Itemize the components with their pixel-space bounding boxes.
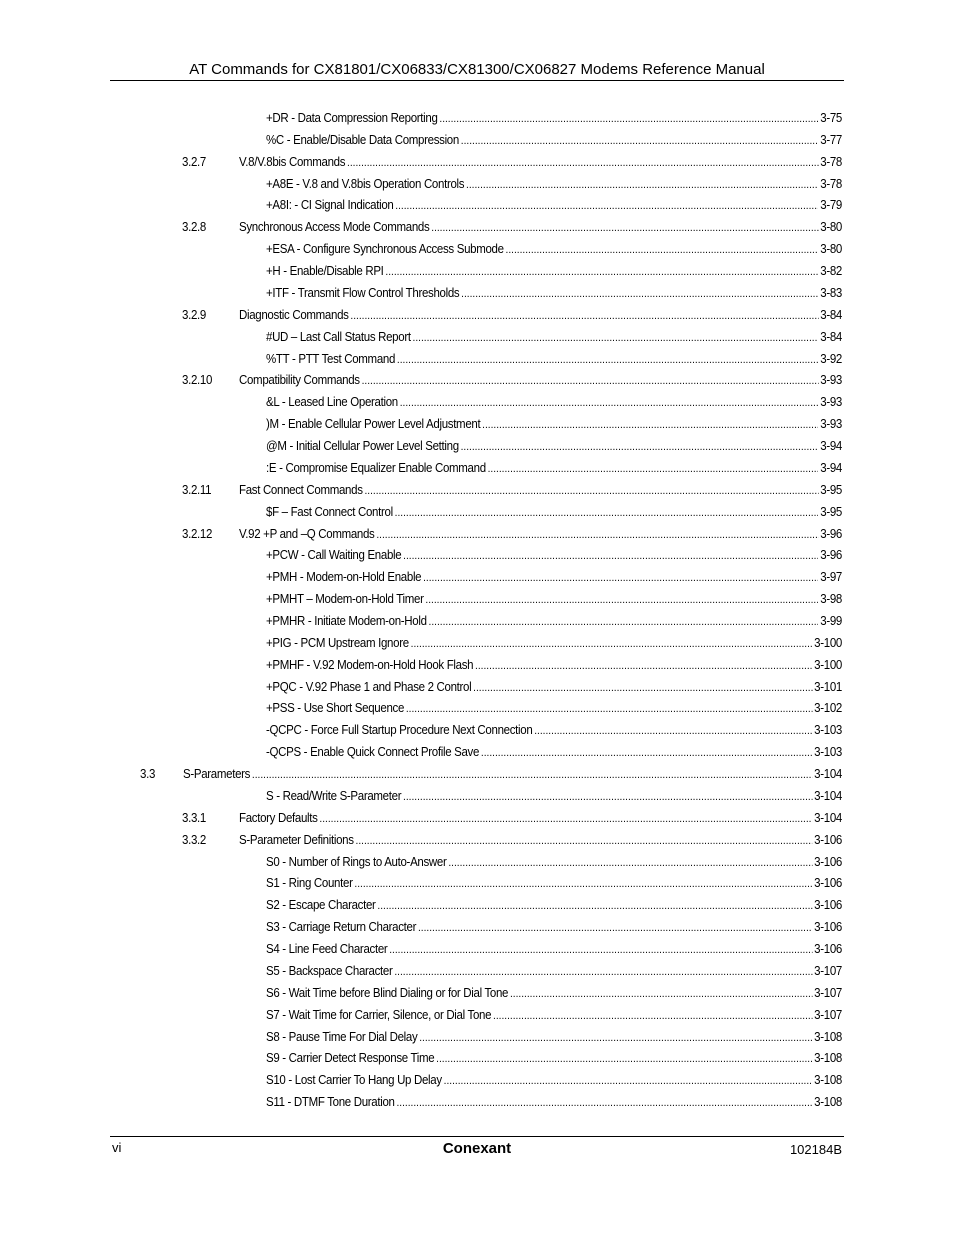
- toc-entry-page: 3-107: [814, 986, 842, 1000]
- dot-leader: [423, 572, 818, 584]
- dot-leader: [473, 682, 812, 694]
- dot-leader: [413, 332, 819, 344]
- toc-entry[interactable]: [266, 133, 842, 151]
- toc-entry-title: Fast Connect Commands: [239, 483, 363, 497]
- toc-entry-page: 3-78: [820, 177, 842, 191]
- toc-entry-page: 3-104: [814, 767, 842, 781]
- toc-entry[interactable]: [266, 658, 842, 676]
- dot-leader: [534, 725, 812, 737]
- toc-entry-page: 3-106: [814, 920, 842, 934]
- toc-entry-title: Synchronous Access Mode Commands: [239, 220, 430, 234]
- toc-entry-title: S3 - Carriage Return Character: [266, 920, 417, 934]
- dot-leader: [425, 594, 818, 606]
- toc-entry[interactable]: [266, 592, 842, 610]
- toc-entry-page: 3-106: [814, 833, 842, 847]
- toc-entry[interactable]: [266, 505, 842, 523]
- toc-entry-title: +ESA - Configure Synchronous Access Submode: [266, 242, 504, 256]
- dot-leader: [389, 944, 812, 956]
- toc-entry[interactable]: [266, 570, 842, 588]
- toc-entry-page: 3-93: [820, 417, 842, 431]
- toc-entry-title: S0 - Number of Rings to Auto-Answer: [266, 855, 447, 869]
- toc-entry[interactable]: [266, 461, 842, 479]
- toc-entry[interactable]: [266, 898, 842, 916]
- dot-leader: [461, 441, 819, 453]
- dot-leader: [436, 1053, 812, 1065]
- toc-entry-page: 3-93: [820, 373, 842, 387]
- dot-leader: [461, 135, 819, 147]
- toc-entry[interactable]: [266, 789, 842, 807]
- toc-entry-title: V.8/V.8bis Commands: [239, 155, 346, 169]
- dot-leader: [354, 878, 812, 890]
- toc-entry[interactable]: [182, 811, 842, 829]
- footer-company: Conexant: [442, 1140, 512, 1157]
- toc-entry-title: +PMHF - V.92 Modem-on-Hold Hook Flash: [266, 658, 474, 672]
- toc-entry-title: @M - Initial Cellular Power Level Setting: [266, 439, 459, 453]
- footer-rule: [110, 1136, 844, 1137]
- toc-entry-title: +ITF - Transmit Flow Control Thresholds: [266, 286, 460, 300]
- toc-entry[interactable]: [182, 220, 842, 238]
- dot-leader: [461, 288, 818, 300]
- toc-entry-title: #UD – Last Call Status Report: [266, 330, 411, 344]
- toc-entry-page: 3-103: [814, 745, 842, 759]
- toc-entry-title: Diagnostic Commands: [239, 308, 349, 322]
- toc-entry[interactable]: [266, 964, 842, 982]
- toc-entry-title: +PMHT – Modem-on-Hold Timer: [266, 592, 424, 606]
- toc-entry-page: 3-83: [820, 286, 842, 300]
- toc-entry-page: 3-95: [820, 483, 842, 497]
- dot-leader: [510, 988, 812, 1000]
- toc-entry-title: S4 - Line Feed Character: [266, 942, 388, 956]
- dot-leader: [429, 616, 819, 628]
- toc-entry-page: 3-100: [814, 636, 842, 650]
- toc-entry[interactable]: [266, 548, 842, 566]
- toc-entry-title: +DR - Data Compression Reporting: [266, 111, 438, 125]
- toc-entry-title: +H - Enable/Disable RPI: [266, 264, 384, 278]
- toc-entry-title: S-Parameter Definitions: [239, 833, 354, 847]
- toc-entry-title: S11 - DTMF Tone Duration: [266, 1095, 395, 1109]
- toc-entry[interactable]: [266, 876, 842, 894]
- toc-entry-page: 3-106: [814, 942, 842, 956]
- dot-leader: [252, 769, 812, 781]
- dot-leader: [419, 1032, 812, 1044]
- toc-entry-title: S - Read/Write S-Parameter: [266, 789, 402, 803]
- toc-entry-page: 3-107: [814, 964, 842, 978]
- toc-entry[interactable]: [182, 373, 842, 391]
- toc-entry-title: S2 - Escape Character: [266, 898, 376, 912]
- toc-entry-title: S5 - Backspace Character: [266, 964, 393, 978]
- dot-leader: [482, 419, 818, 431]
- dot-leader: [356, 835, 813, 847]
- toc-entry[interactable]: [266, 395, 842, 413]
- toc-entry[interactable]: [266, 242, 842, 260]
- toc-entry[interactable]: [266, 1030, 842, 1048]
- dot-leader: [411, 638, 813, 650]
- toc-entry-title: S-Parameters: [183, 767, 251, 781]
- toc-entry-page: 3-94: [820, 439, 842, 453]
- toc-entry-title: S10 - Lost Carrier To Hang Up Delay: [266, 1073, 442, 1087]
- toc-entry[interactable]: [182, 527, 842, 545]
- toc-entry[interactable]: [266, 680, 842, 698]
- dot-leader: [362, 375, 819, 387]
- toc-entry[interactable]: [266, 330, 842, 348]
- footer-doc-number: 102184B: [789, 1142, 842, 1157]
- toc-entry-title: Compatibility Commands: [239, 373, 360, 387]
- toc-entry-title: S1 - Ring Counter: [266, 876, 353, 890]
- toc-entry[interactable]: [266, 1073, 842, 1091]
- dot-leader: [418, 922, 812, 934]
- dot-leader: [444, 1075, 813, 1087]
- toc-entry[interactable]: [266, 352, 842, 370]
- toc-entry-title: S7 - Wait Time for Carrier, Silence, or Dial Tone: [266, 1008, 492, 1022]
- toc-entry-page: 3-101: [814, 680, 842, 694]
- toc-entry[interactable]: [266, 111, 842, 129]
- toc-entry-title: $F – Fast Connect Control: [266, 505, 393, 519]
- dot-leader: [403, 550, 818, 562]
- toc-entry-page: 3-100: [814, 658, 842, 672]
- toc-entry-page: 3-82: [820, 264, 842, 278]
- toc-entry[interactable]: [266, 1051, 842, 1069]
- dot-leader: [319, 813, 812, 825]
- toc-entry-page: 3-94: [820, 461, 842, 475]
- toc-entry[interactable]: [182, 155, 842, 173]
- toc-entry[interactable]: [266, 177, 842, 195]
- dot-leader: [488, 463, 819, 475]
- toc-entry-title: +PCW - Call Waiting Enable: [266, 548, 402, 562]
- toc-entry-title: +A8I: - CI Signal Indication: [266, 198, 394, 212]
- dot-leader: [350, 310, 818, 322]
- toc-entry-page: 3-104: [814, 789, 842, 803]
- toc-entry-title: S6 - Wait Time before Blind Dialing or for Dial Tone: [266, 986, 509, 1000]
- toc-entry[interactable]: [266, 986, 842, 1004]
- toc-entry-page: 3-93: [820, 395, 842, 409]
- toc-entry-page: 3-96: [820, 548, 842, 562]
- dot-leader: [385, 266, 818, 278]
- toc-entry[interactable]: [182, 483, 842, 501]
- toc-entry[interactable]: [266, 1008, 842, 1026]
- dot-leader: [406, 703, 812, 715]
- toc-entry[interactable]: [266, 855, 842, 873]
- toc-entry[interactable]: [266, 439, 842, 457]
- toc-entry-page: 3-99: [820, 614, 842, 628]
- toc-entry-page: 3-92: [820, 352, 842, 366]
- toc-entry-title: )M - Enable Cellular Power Level Adjustment: [266, 417, 481, 431]
- toc-entry-page: 3-107: [814, 1008, 842, 1022]
- toc-entry-page: 3-80: [820, 242, 842, 256]
- toc-entry[interactable]: [182, 833, 842, 851]
- toc-entry-page: 3-106: [814, 876, 842, 890]
- dot-leader: [493, 1010, 812, 1022]
- toc-entry-title: -QCPC - Force Full Startup Procedure Next Connection: [266, 723, 533, 737]
- toc-entry-page: 3-108: [814, 1030, 842, 1044]
- dot-leader: [400, 397, 819, 409]
- toc-entry-title: Factory Defaults: [239, 811, 318, 825]
- dot-leader: [364, 485, 818, 497]
- toc-entry-title: S8 - Pause Time For Dial Delay: [266, 1030, 418, 1044]
- toc-entry-page: 3-80: [820, 220, 842, 234]
- toc-entry-page: 3-98: [820, 592, 842, 606]
- dot-leader: [377, 900, 812, 912]
- footer-page-number: vi: [112, 1140, 122, 1155]
- toc-entry-title: +A8E - V.8 and V.8bis Operation Controls: [266, 177, 465, 191]
- toc-entry-number: 3.3.1: [182, 811, 206, 825]
- toc-entry-page: 3-75: [820, 111, 842, 125]
- dot-leader: [431, 222, 818, 234]
- toc-entry-page: 3-96: [820, 527, 842, 541]
- toc-entry-page: 3-84: [820, 330, 842, 344]
- toc-entry-page: 3-78: [820, 155, 842, 169]
- toc-entry-number: 3.2.7: [182, 155, 206, 169]
- toc-entry-number: 3.3: [140, 767, 156, 781]
- toc-entry-page: 3-79: [820, 198, 842, 212]
- toc-entry-number: 3.2.10: [182, 373, 213, 387]
- toc-entry-page: 3-108: [814, 1095, 842, 1109]
- toc-entry-page: 3-106: [814, 855, 842, 869]
- toc-entry[interactable]: [266, 942, 842, 960]
- toc-entry[interactable]: [266, 264, 842, 282]
- toc-entry-title: +PQC - V.92 Phase 1 and Phase 2 Control: [266, 680, 472, 694]
- dot-leader: [396, 1097, 812, 1109]
- toc-entry-page: 3-106: [814, 898, 842, 912]
- dot-leader: [403, 791, 812, 803]
- toc-entry[interactable]: [266, 198, 842, 216]
- page-header-title: AT Commands for CX81801/CX06833/CX81300/CX06827 Modems Reference Manual: [189, 61, 765, 78]
- toc-entry[interactable]: [182, 308, 842, 326]
- toc-entry-page: 3-84: [820, 308, 842, 322]
- toc-entry[interactable]: [266, 745, 842, 763]
- toc-entry[interactable]: [266, 636, 842, 654]
- toc-entry-number: 3.2.9: [182, 308, 206, 322]
- dot-leader: [394, 966, 812, 978]
- toc-entry[interactable]: [266, 614, 842, 632]
- toc-entry-title: +PIG - PCM Upstream Ignore: [266, 636, 409, 650]
- dot-leader: [475, 660, 812, 672]
- dot-leader: [347, 157, 818, 169]
- toc-entry-title: -QCPS - Enable Quick Connect Profile Save: [266, 745, 480, 759]
- toc-entry-page: 3-108: [814, 1073, 842, 1087]
- toc-entry[interactable]: [266, 723, 842, 741]
- toc-entry-page: 3-97: [820, 570, 842, 584]
- toc-entry-title: V.92 +P and –Q Commands: [239, 527, 375, 541]
- toc-entry[interactable]: [266, 920, 842, 938]
- toc-entry-page: 3-104: [814, 811, 842, 825]
- dot-leader: [395, 200, 818, 212]
- toc-entry-title: :E - Compromise Equalizer Enable Command: [266, 461, 486, 475]
- dot-leader: [395, 507, 819, 519]
- toc-entry-page: 3-102: [814, 701, 842, 715]
- dot-leader: [439, 113, 818, 125]
- toc-entry-number: 3.2.11: [182, 483, 212, 497]
- toc-entry-title: %C - Enable/Disable Data Compression: [266, 133, 459, 147]
- dot-leader: [481, 747, 812, 759]
- header-rule: [110, 80, 844, 81]
- toc-entry[interactable]: [266, 701, 842, 719]
- toc-entry-page: 3-103: [814, 723, 842, 737]
- dot-leader: [448, 857, 812, 869]
- toc-entry-page: 3-108: [814, 1051, 842, 1065]
- toc-entry-title: +PMH - Modem-on-Hold Enable: [266, 570, 422, 584]
- toc-entry[interactable]: [266, 1095, 842, 1113]
- toc-entry-title: %TT - PTT Test Command: [266, 352, 396, 366]
- toc-entry-title: +PMHR - Initiate Modem-on-Hold: [266, 614, 427, 628]
- toc-entry-number: 3.3.2: [182, 833, 206, 847]
- toc-entry-number: 3.2.12: [182, 527, 213, 541]
- toc-entry-title: S9 - Carrier Detect Response Time: [266, 1051, 435, 1065]
- dot-leader: [397, 354, 819, 366]
- toc-entry-page: 3-77: [820, 133, 842, 147]
- toc-entry[interactable]: [140, 767, 842, 785]
- dot-leader: [466, 179, 818, 191]
- dot-leader: [376, 529, 818, 541]
- dot-leader: [506, 244, 819, 256]
- toc-entry-page: 3-95: [820, 505, 842, 519]
- toc-entry[interactable]: [266, 286, 842, 304]
- toc-entry-title: +PSS - Use Short Sequence: [266, 701, 405, 715]
- toc-entry-number: 3.2.8: [182, 220, 206, 234]
- toc-entry-title: &L - Leased Line Operation: [266, 395, 398, 409]
- toc-entry[interactable]: [266, 417, 842, 435]
